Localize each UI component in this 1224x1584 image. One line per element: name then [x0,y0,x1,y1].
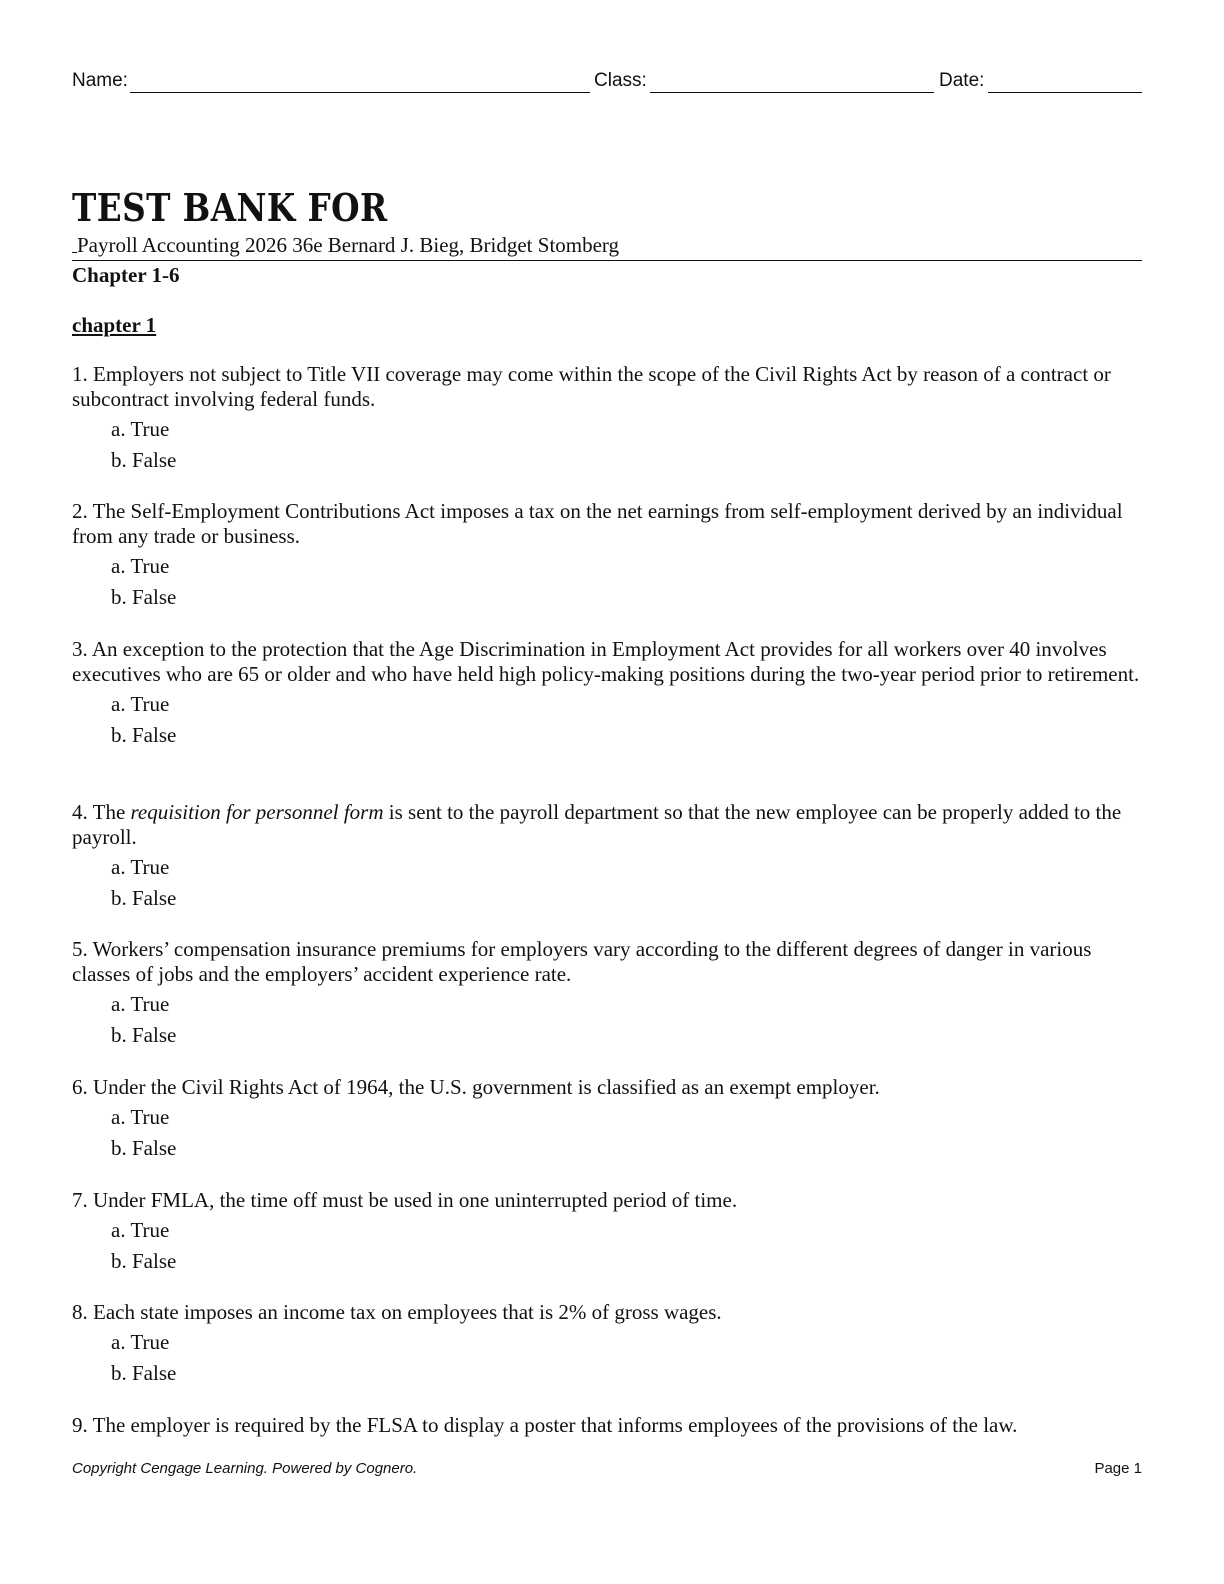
choice-true: a. True [111,554,170,578]
choice-false: b. False [111,723,177,747]
question-item [72,362,1144,473]
copyright-notice: Copyright Cengage Learning. Powered by Cognero. [72,1460,418,1477]
question-item [72,1188,1144,1274]
question-number: 3. [72,637,88,661]
question-body-start: The [92,800,126,824]
date-field-line [988,92,1142,93]
class-field-line [650,92,934,93]
question-body: Employers not subject to Title VII coverage may come within the scope of the Civil Rights Act by reason of a contract or subcontract involving federal funds. [72,362,1111,411]
question-item [72,800,1144,911]
page-number: Page 1 [1094,1460,1142,1477]
question-text [72,1300,1144,1325]
book-subtitle [72,232,1142,261]
question-item [72,1300,1144,1386]
question-number: 2. [72,499,88,523]
choice-true: a. True [111,692,170,716]
question-number: 4. [72,800,88,824]
question-item [72,637,1144,748]
question-text [72,1075,1144,1100]
name-label: Name: [72,70,128,91]
question-item [72,499,1144,610]
question-item [72,937,1144,1048]
question-body-end: is sent to the payroll department so that the new employee can be properly added to the payroll. [72,800,1122,849]
question-text [72,1188,1144,1213]
choice-false: b. False [111,448,177,472]
choice-true: a. True [111,417,170,441]
question-text [72,637,1144,687]
choice-false: b. False [111,1023,177,1047]
question-item [72,1413,1144,1438]
question-number: 9. [72,1413,88,1437]
question-body: Workers’ compensation insurance premiums for employers vary according to the different degrees of danger in various classes of jobs and the employers’ accident experience rate. [72,937,1092,986]
question-body-italic: requisition for personnel form [130,800,384,824]
question-body: The employer is required by the FLSA to display a poster that informs employees of the provisions of the law. [92,1413,1018,1437]
choice-false: b. False [111,1249,177,1273]
class-label: Class: [594,70,647,91]
choice-false: b. False [111,886,177,910]
choice-true: a. True [111,1105,170,1129]
choice-true: a. True [111,992,170,1016]
question-text [72,800,1144,850]
question-text [72,937,1144,987]
question-text [72,362,1144,412]
question-body: Under the Civil Rights Act of 1964, the U.S. government is classified as an exempt employer. [93,1075,880,1099]
question-number: 6. [72,1075,88,1099]
question-text [72,499,1144,549]
page-footer [72,1460,1142,1482]
student-info-header [72,70,1142,98]
date-label: Date: [939,70,985,91]
choice-false: b. False [111,1361,177,1385]
subtitle-text: Payroll Accounting 2026 36e Bernard J. Bieg, Bridget Stomberg [77,233,620,257]
choice-false: b. False [111,585,177,609]
question-body: Under FMLA, the time off must be used in one uninterrupted period of time. [93,1188,738,1212]
question-body: Each state imposes an income tax on employees that is 2% of gross wages. [93,1300,722,1324]
question-number: 5. [72,937,88,961]
section-heading: chapter 1 [72,313,157,337]
question-body: The Self-Employment Contributions Act imposes a tax on the net earnings from self-employment derived by an individual from any trade or business. [72,499,1123,548]
question-body: An exception to the protection that the Age Discrimination in Employment Act provides for all workers over 40 involves executives who are 65 or older and who have held high policy-making positions during the two-year period prior to retirement. [72,637,1140,686]
name-field-line [130,92,590,93]
document-title: TEST BANK FOR [72,185,388,230]
question-number: 1. [72,362,88,386]
question-number: 7. [72,1188,88,1212]
choice-false: b. False [111,1136,177,1160]
choice-true: a. True [111,1330,170,1354]
question-number: 8. [72,1300,88,1324]
question-text [72,1413,1144,1438]
question-item [72,1075,1144,1161]
choice-true: a. True [111,855,170,879]
chapter-range: Chapter 1-6 [72,263,180,287]
choice-true: a. True [111,1218,170,1242]
